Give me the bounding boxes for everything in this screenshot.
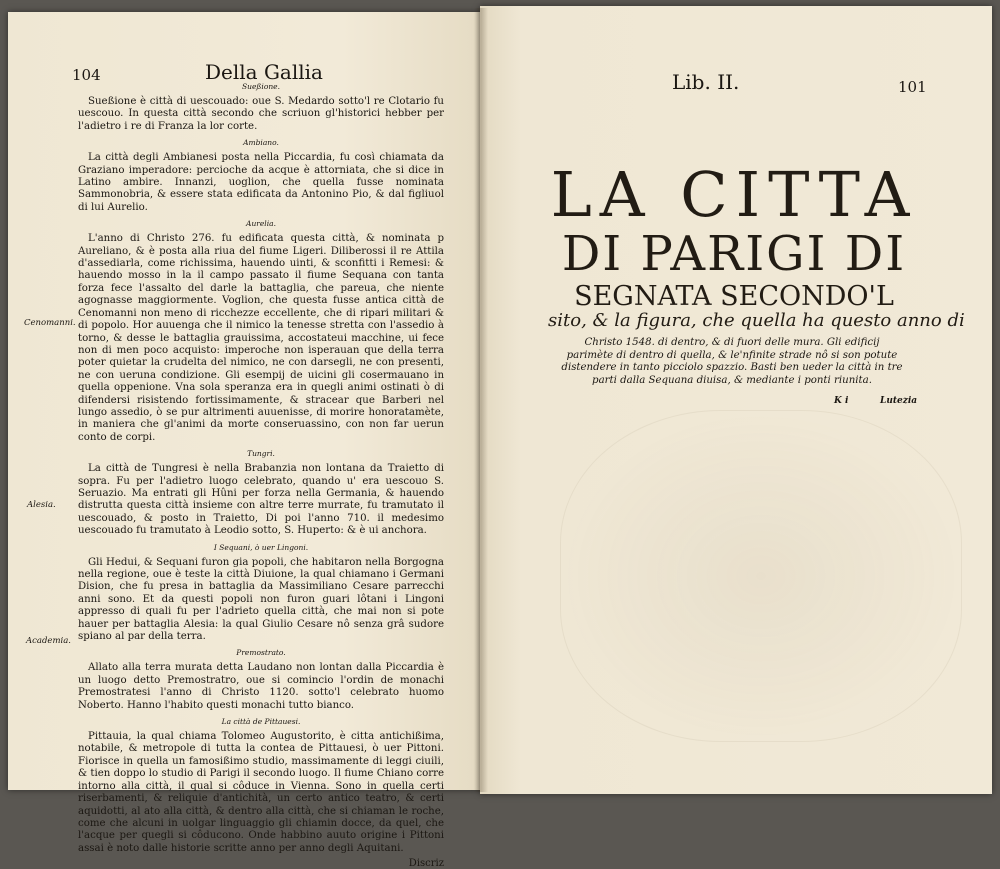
left-page-body xyxy=(78,82,444,869)
section-ambiano xyxy=(78,138,444,214)
section-pittauesi xyxy=(78,717,444,855)
section-text: L'anno di Christo 276. fu edificata questa città, & nominata p Aureliano, & è posta alla riua del fiume Ligeri. Diliberossi il re Attila d'assediarla, come richissima, hauendo uinti, & sconfitti i Remesi: & hauendo mosso in la il campo passato il fiume Sequana con tanta forza fece l'assalto del darle la battaglia, che pareua, che niente agognasse maggiormente. Voglion, che questa fusse antica città de Cenomanni non meno di ricchezze eccellente, che di ripari militari & di popolo. Hor auuenga che il nimico la tenesse stretta con l'assedio à torno, & desse le battaglia grauissima, accostateui macchine, ui fece non di men poco acquisto: imperoche non isperauan que della terra poter quietar la crudelta del nimico, ne con darsegli, ne con presenti, ne con ueruna condizione. Gli esempij de uicini gli cosermauano in quella oppenione. Vna sola speranza era in quegli animi ostinati ò di difendersi risistendo fortissimamente, & stracear que Barberi nel lungo assedio, ò se pur altrimenti auuenisse, di morire honoratamète, in maniera che gl'animi da morte conseruassino, con non far uerun conto de corpi. xyxy=(78,233,444,443)
left-page-number: 104 xyxy=(72,66,101,84)
section-text: La città degli Ambianesi posta nella Piccardia, fu così chiamata da Graziano imperadore: percioche da acque è attorniata, che si dice in Latino ambire. Innanzi, uoglion, che quella fusse nominata Sammonobria, & essere stata edificata da Antonino Pio, & dal figliuol di lui Aurelio. xyxy=(78,152,444,213)
section-tungri xyxy=(78,449,444,537)
map-description: Christo 1548. di dentro, & di fuori delle mura. Gli edificij parimète di dentro di quella, & le'nfinite strade nô si son potute distendere in tanto picciolo spazzio. Basti ben ueder la città in tre parti dalla Sequana diuisa, & mediante i ponti riunita. xyxy=(561,337,903,386)
section-text: La città de Tungresi è nella Brabanzia non lontana da Traietto di sopra. Fu per l'adietro luogo celebrato, quando u' era uescouo S. Seruazio. Ma entrati gli Hûni per forza nella Germania, & hauendo distrutta questa città insieme con altre terre murrate, fu tramutato il uescouado, & posto in Traietto, Di poi l'anno 710. il medesimo uescouado fu tramutato à Leodio sotto, S. Huperto: & è ui anchora. xyxy=(78,463,444,537)
section-premostrato xyxy=(78,648,444,712)
section-title: Tungri. xyxy=(247,449,275,459)
section-title: I Sequani, ò uer Lingoni. xyxy=(213,542,309,552)
catchword: Discriz xyxy=(408,858,444,869)
section-text: Allato alla terra murata detta Laudano non lontan dalla Piccardia è un luogo detto Premostratro, oue si comincio l'ordin de monachi Premostratesi l'anno di Christo 1120. sotto'l celebrato huomo Noberto. Hanno l'habito questi monachi tutto bianco. xyxy=(78,662,444,711)
map-title-line-4: sito, & la figura, che quella ha questo anno di xyxy=(548,310,965,331)
margin-note-academia: Academia. xyxy=(26,636,71,646)
right-page-number: 101 xyxy=(898,78,927,96)
section-text: Pittauia, la qual chiama Tolomeo Augustorito, è citta antichißima, notabile, & metropole di tutta la contea de Pittauesi, ò uer Pittoni. Fiorisce in quella un famosißimo studio, massimamente di leggi ciuili, & tien doppo lo studio di Parigi il secondo luogo. Il fiume Chiano corre intorno alla città, il qual si côduce in Vienna. Sono in quella certi riserbamenti, & reliquie d'antichità, un certo antico teatro, & certi aquidotti, al ato alla città, & dentro alla città, che si chiaman le roche, come che alcuni in uolgar linguaggio gli chiamin docce, da quel, che l'acque per quegli si côducono. Onde habbino auuto origine i Pittoni assai è noto dalle historie scritte anno per anno degli Aquitani. xyxy=(78,731,444,854)
section-title: Aurelia. xyxy=(246,219,276,229)
show-through-map xyxy=(560,410,962,742)
margin-note-alesia: Alesia. xyxy=(27,500,56,510)
section-title: Premostrato. xyxy=(236,648,286,658)
map-title-line-3: SEGNATA SECONDO'L xyxy=(574,281,894,312)
book-gutter xyxy=(474,8,488,792)
section-suessione xyxy=(78,82,444,133)
section-aurelia xyxy=(78,219,444,444)
right-running-title: Lib. II. xyxy=(672,70,740,94)
map-label-ki: K i xyxy=(834,396,849,406)
section-sequani xyxy=(78,543,444,644)
left-running-title: Della Gallia xyxy=(205,60,323,84)
section-text: Sueßione è città di uescouado: oue S. Medardo sotto'l re Clotario fu uescouo. In questa città secondo che scriuon gl'historici hebber per l'adietro i re di Franza la lor corte. xyxy=(78,96,444,132)
section-title: Sueßione. xyxy=(242,82,280,91)
section-title: Ambiano. xyxy=(243,138,279,148)
margin-note-cenomanni: Cenomanni. xyxy=(24,318,76,328)
section-title: La città de Pittauesi. xyxy=(221,717,301,727)
map-title-line-2: DI PARIGI DI xyxy=(561,226,907,282)
map-label-lutezia: Lutezia xyxy=(880,396,918,406)
map-title-line-1: LA CITTA xyxy=(550,158,918,231)
section-text: Gli Hedui, & Sequani furon gia popoli, che habitaron nella Borgogna nella regione, oue è teste la città Diuione, la qual chiamano i Germani Dision, che fu presa in battaglia da Massimiliano Cesare parrecchi anni sono. Et da questi popoli non furon guari lôtani i Lingoni appresso di quali fu per l'adrieto quella città, che mai non si pote hauer per battaglia Alesia: la qual Giulio Cesare nô senza grâ sudore spiano al par della terra. xyxy=(78,556,444,643)
